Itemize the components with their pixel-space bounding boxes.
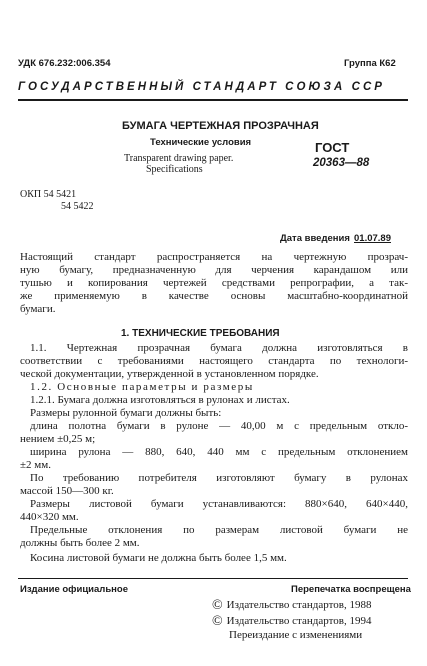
introduction-date-value: 01.07.89 xyxy=(354,233,391,244)
section-title: 1. ТЕХНИЧЕСКИЕ ТРЕБОВАНИЯ xyxy=(121,328,280,339)
header-rule xyxy=(18,99,408,101)
okp-code-2: 54 5422 xyxy=(61,201,94,212)
body-line: 1.1. Чертежная прозрачная бумага должна изготовляться в xyxy=(30,342,408,354)
document-subtitle: Технические условия xyxy=(150,137,252,148)
copyright-line-2: © Издательство стандартов, 1994 xyxy=(212,614,372,629)
english-title-line1: Transparent drawing paper. xyxy=(124,153,234,164)
official-edition-label: Издание официальное xyxy=(20,584,128,595)
footer-rule xyxy=(18,578,408,579)
body-line: Размеры рулонной бумаги должны быть: xyxy=(30,407,222,419)
body-line: длина полотна бумаги в рулоне — 40,00 м с предельным откло- xyxy=(30,420,408,432)
copyright-icon: © xyxy=(212,598,223,613)
copyright-line-1: © Издательство стандартов, 1988 xyxy=(212,598,372,613)
body-line: Предельные отклонения по размерам листовой бумаги не xyxy=(30,524,408,536)
intro-line: тушью и копирования чертежей средствами репрографии, а так- xyxy=(20,277,408,289)
body-line: Размеры листовой бумаги устанавливаются: 880×640, 640×440, xyxy=(30,498,408,510)
body-line: ческой документации, утвержденной в установленном порядке. xyxy=(20,368,319,380)
body-line: массой 150—300 кг. xyxy=(20,485,114,497)
body-line: должны быть более 2 мм. xyxy=(20,537,140,549)
intro-line: же применяемую в качестве основы масштабно-координатной xyxy=(20,290,408,302)
reprint-prohibited-label: Перепечатка воспрещена xyxy=(291,584,411,595)
okp-code-1: ОКП 54 5421 xyxy=(20,189,77,200)
intro-line: Настоящий стандарт распространяется на чертежную прозрач- xyxy=(20,251,408,263)
body-line: 1.2. Основные параметры и размеры xyxy=(30,381,254,393)
gost-number: 20363—88 xyxy=(313,157,370,169)
body-line: соответствии с требованиями настоящего стандарта по технологи- xyxy=(20,355,408,367)
body-line: По требованию потребителя изготовляют бумагу в рулонах xyxy=(30,472,408,484)
group-code: Группа К62 xyxy=(344,58,396,69)
intro-line: бумаги. xyxy=(20,303,56,315)
body-line: Косина листовой бумаги не должна быть более 1,5 мм. xyxy=(30,552,287,564)
english-title-line2: Specifications xyxy=(146,164,203,175)
body-line: ±2 мм. xyxy=(20,459,51,471)
introduction-date-label: Дата введения xyxy=(280,233,350,244)
state-standard-header: ГОСУДАРСТВЕННЫЙ СТАНДАРТ СОЮЗА ССР xyxy=(18,81,386,93)
intro-line: ную бумагу, предназначенную для черчения карандашом или xyxy=(20,264,408,276)
document-title: БУМАГА ЧЕРТЕЖНАЯ ПРОЗРАЧНАЯ xyxy=(122,120,319,132)
body-line: нением ±0,25 м; xyxy=(20,433,96,445)
gost-label: ГОСТ xyxy=(315,140,350,155)
body-line: 1.2.1. Бумага должна изготовляться в рулонах и листах. xyxy=(30,394,290,406)
copyright-icon: © xyxy=(212,614,223,629)
udk-code: УДК 676.232:006.354 xyxy=(18,58,111,69)
body-line: ширина рулона — 880, 640, 440 мм с предельным отклонением xyxy=(30,446,408,458)
body-line: 440×320 мм. xyxy=(20,511,79,523)
reissue-note: Переиздание с изменениями xyxy=(229,629,363,641)
